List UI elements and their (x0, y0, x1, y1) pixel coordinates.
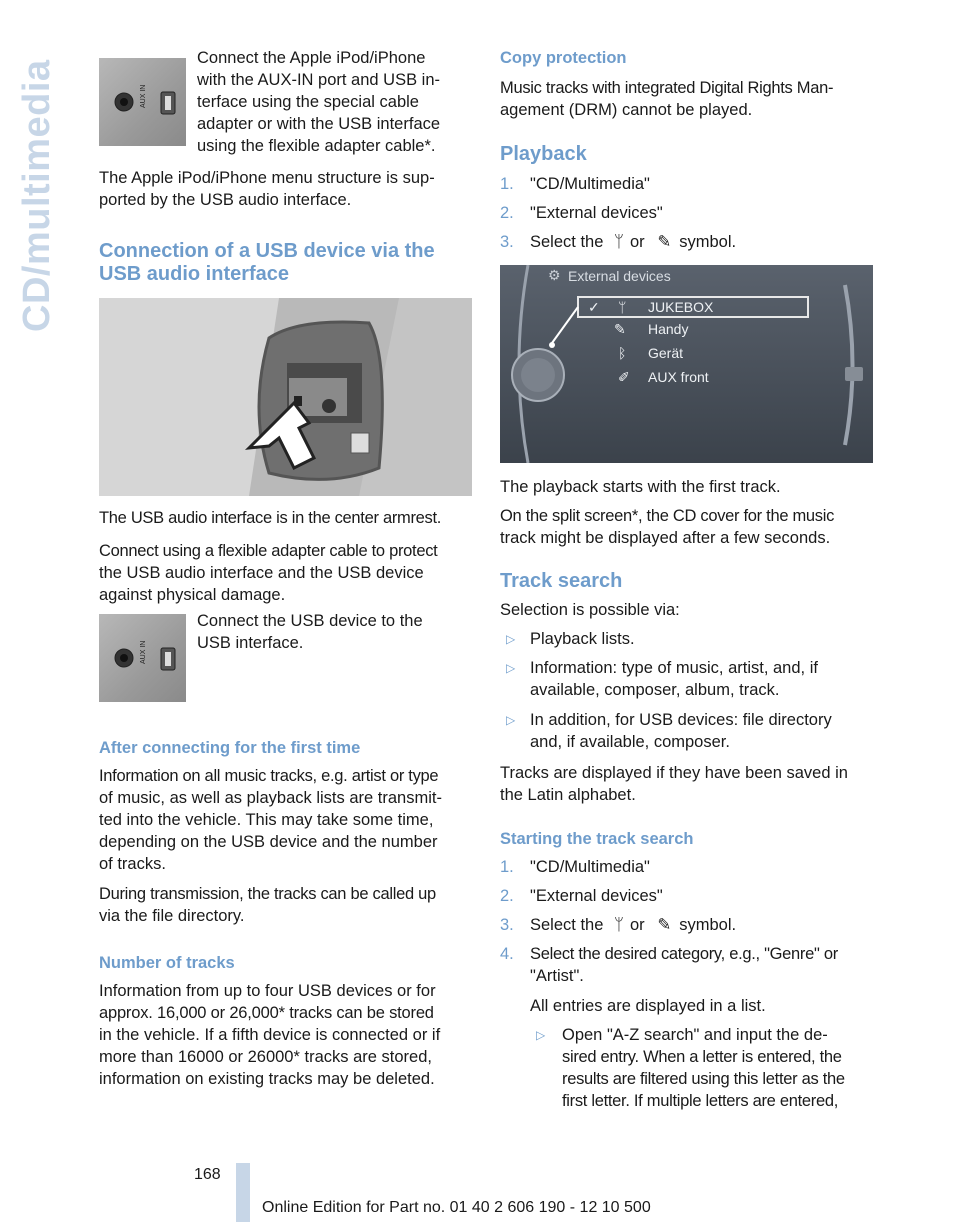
phone-icon: ✎ (614, 321, 626, 337)
settings-gear-icon: ⚙ (548, 267, 561, 283)
aux-plug-icon: ✐ (618, 369, 630, 385)
latin-paragraph: Tracks are displayed if they have been saved in the Latin alphabet. (500, 764, 848, 804)
bullet-playback-lists: Playback lists. (530, 630, 635, 648)
device-item-geraet[interactable]: Gerät (648, 345, 684, 361)
playback-step-3: 3. Select the ᛘ or ✎ symbol. (500, 233, 737, 251)
center-armrest-photo (99, 298, 472, 496)
bullet-icon: ▷ (536, 1028, 546, 1042)
after-connecting-section: After connecting for the first time (99, 739, 361, 757)
search-step-1: 1. "CD/Multimedia" (500, 858, 650, 876)
menu-structure-paragraph: The Apple iPod/iPhone menu structure is sup- ported by the USB audio interface. (99, 169, 435, 209)
bluetooth-icon: ᛒ (618, 345, 627, 361)
section-heading-usb: Connection of a USB device via the USB audio interface (99, 240, 435, 285)
usb-symbol-icon: ᛘ (614, 916, 624, 934)
device-item-handy[interactable]: Handy (648, 321, 689, 337)
selection-paragraph: Selection is possible via: (500, 601, 680, 619)
bullet-usb-devices: In addition, for USB devices: file directory and, if available, composer. (530, 711, 832, 751)
bullet-icon: ▷ (506, 632, 516, 646)
external-devices-screen (500, 265, 873, 463)
playback-starts-paragraph: The playback starts with the first track. (500, 478, 781, 496)
number-of-tracks-paragraph: Information from up to four USB devices or for approx. 16,000 or 26,000* tracks can be stored in the vehicle. If a fifth device is connected or if more than 16000 or 26000* tracks are stored, information on existing tracks may be deleted. (99, 982, 441, 1088)
footer-text: Online Edition for Part no. 01 40 2 606 190 - 12 10 500 (262, 1199, 651, 1216)
aux-usb-port-image (99, 58, 186, 146)
chapter-side-title: CD/multimedia (16, 59, 58, 332)
device-item-aux-front[interactable]: AUX front (648, 369, 709, 385)
svg-text:AUX IN: AUX IN (140, 640, 147, 664)
usb-icon: ᛘ (618, 299, 627, 315)
svg-text:AUX IN: AUX IN (140, 84, 147, 108)
number-of-tracks-heading: Number of tracks (99, 954, 235, 972)
sub-bullet-az-search: Open "A-Z search" and input the de- sired entry. When a letter is entered, the results are filtered using this letter as the first letter. If multiple letters are entered, (562, 1026, 845, 1110)
location-paragraph: The USB audio interface is in the center armrest. (99, 509, 442, 527)
checkmark-icon: ✓ (588, 299, 600, 315)
footer-bar (236, 1163, 250, 1222)
connect-usb-paragraph: Connect the USB device to the USB interface. (197, 612, 423, 652)
usb-symbol-icon: ᛘ (614, 233, 624, 251)
mobile-phone-icon: ✎ (657, 916, 672, 934)
playback-step-1: 1. "CD/Multimedia" (500, 175, 650, 193)
usb-port-image (99, 614, 186, 702)
transmission-paragraph: During transmission, the tracks can be called up via the file directory. (99, 885, 436, 925)
bullet-icon: ▷ (506, 713, 516, 727)
device-item-jukebox[interactable]: JUKEBOX (648, 299, 714, 315)
copy-protection-heading: Copy protection (500, 49, 627, 67)
bullet-icon: ▷ (506, 661, 516, 675)
after-connecting-paragraph: Information on all music tracks, e.g. artist or type of music, as well as playback lists are transmit- ted into the vehicle. This may take some time, depending on the USB device and the number of tracks. (99, 767, 442, 873)
playback-step-2: 2. "External devices" (500, 204, 663, 222)
split-screen-paragraph: On the split screen*, the CD cover for the music track might be displayed after a few seconds. (500, 507, 835, 547)
cable-paragraph: Connect using a flexible adapter cable to protect the USB audio interface and the USB device against physical damage. (99, 542, 438, 604)
copy-protection-paragraph: Music tracks with integrated Digital Rights Man- agement (DRM) cannot be played. (500, 79, 834, 119)
bullet-information: Information: type of music, artist, and, if available, composer, album, track. (530, 659, 818, 699)
track-search-heading: Track search (500, 570, 623, 592)
search-step-3: 3. Select the ᛘ or ✎ symbol. (500, 916, 737, 934)
search-step-2: 2. "External devices" (500, 887, 663, 905)
page-number: 168 (194, 1166, 221, 1183)
screen-title: External devices (568, 268, 671, 284)
search-step-4: 4. Select the desired category, e.g., "Genre" or "Artist". (500, 945, 838, 985)
mobile-phone-icon: ✎ (657, 233, 672, 251)
intro-paragraph: Connect the Apple iPod/iPhone with the AUX-IN port and USB in- terface using the special cable adapter or with the USB interface using the flexible adapter cable*. (197, 49, 441, 155)
playback-heading: Playback (500, 143, 587, 165)
starting-search-heading: Starting the track search (500, 830, 694, 848)
list-note-paragraph: All entries are displayed in a list. (530, 997, 766, 1015)
